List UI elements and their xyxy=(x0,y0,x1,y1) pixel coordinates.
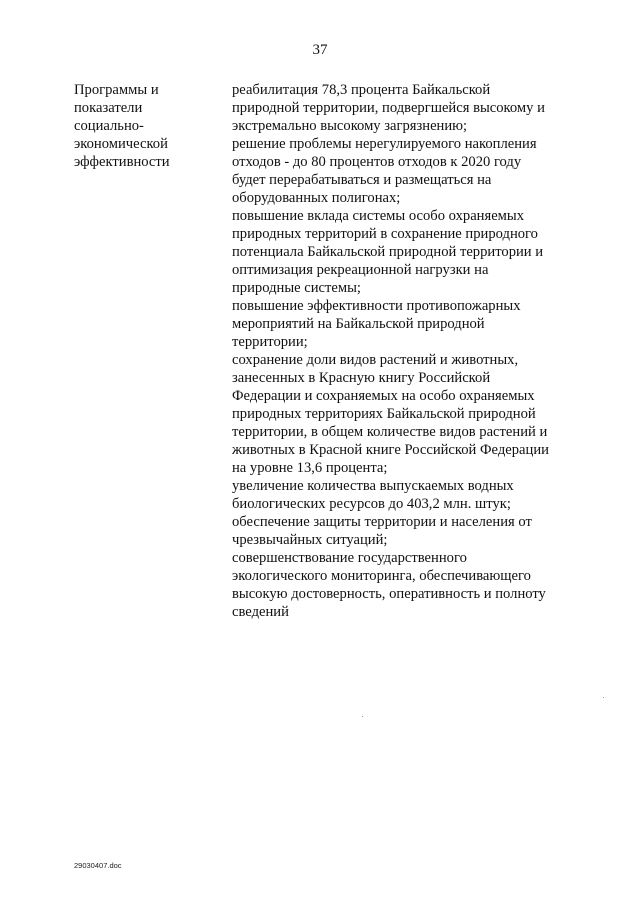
scan-speck xyxy=(603,697,604,698)
content-line: потенциала Байкальской природной территории и xyxy=(232,244,544,260)
content-line: сведений xyxy=(232,604,289,620)
table-content-cell xyxy=(232,81,572,621)
label-line: эффективности xyxy=(74,154,170,170)
content-line: оборудованных полигонах; xyxy=(232,190,401,206)
label-line: экономической xyxy=(74,136,168,152)
content-line: биологических ресурсов до 403,2 млн. штук; xyxy=(232,496,511,512)
content-line: сохранение доли видов растений и животных, xyxy=(232,352,519,368)
label-line: Программы и xyxy=(74,82,159,98)
label-line: показатели xyxy=(74,100,143,116)
content-line: высокую достоверность, оперативность и полноту xyxy=(232,586,546,602)
content-line: отходов - до 80 процентов отходов к 2020 году xyxy=(232,154,522,170)
content-line: чрезвычайных ситуаций; xyxy=(232,532,388,548)
content-line: территории, в общем количестве видов растений и xyxy=(232,424,548,440)
content-line: увеличение количества выпускаемых водных xyxy=(232,478,514,494)
content-line: Федерации и сохраняемых на особо охраняемых xyxy=(232,388,535,404)
scan-speck xyxy=(362,716,363,717)
table-label-cell xyxy=(74,81,222,171)
content-line: повышение вклада системы особо охраняемых xyxy=(232,208,525,224)
content-line: мероприятий на Байкальской природной xyxy=(232,316,485,332)
content-line: реабилитация 78,3 процента Байкальской xyxy=(232,82,491,98)
content-line: на уровне 13,6 процента; xyxy=(232,460,388,476)
document-filename: 29030407.doc xyxy=(74,861,122,870)
content-line: занесенных в Красную книгу Российской xyxy=(232,370,491,386)
content-line: будет перерабатываться и размещаться на xyxy=(232,172,492,188)
content-line: оптимизация рекреационной нагрузки на xyxy=(232,262,489,278)
content-line: природной территории, подвергшейся высокому и xyxy=(232,100,545,116)
page-number: 37 xyxy=(312,42,328,58)
content-line: животных в Красной книге Российской Федерации xyxy=(232,442,549,458)
content-line: экологического мониторинга, обеспечивающего xyxy=(232,568,531,584)
content-line: природных территорий в сохранение природного xyxy=(232,226,538,242)
content-line: природные системы; xyxy=(232,280,361,296)
content-line: природных территориях Байкальской природной xyxy=(232,406,536,422)
content-line: повышение эффективности противопожарных xyxy=(232,298,521,314)
content-line: экстремально высокому загрязнению; xyxy=(232,118,468,134)
content-line: совершенствование государственного xyxy=(232,550,467,566)
content-line: обеспечение защиты территории и населения от xyxy=(232,514,532,530)
content-line: решение проблемы нерегулируемого накопления xyxy=(232,136,537,152)
label-line: социально- xyxy=(74,118,144,134)
content-line: территории; xyxy=(232,334,308,350)
